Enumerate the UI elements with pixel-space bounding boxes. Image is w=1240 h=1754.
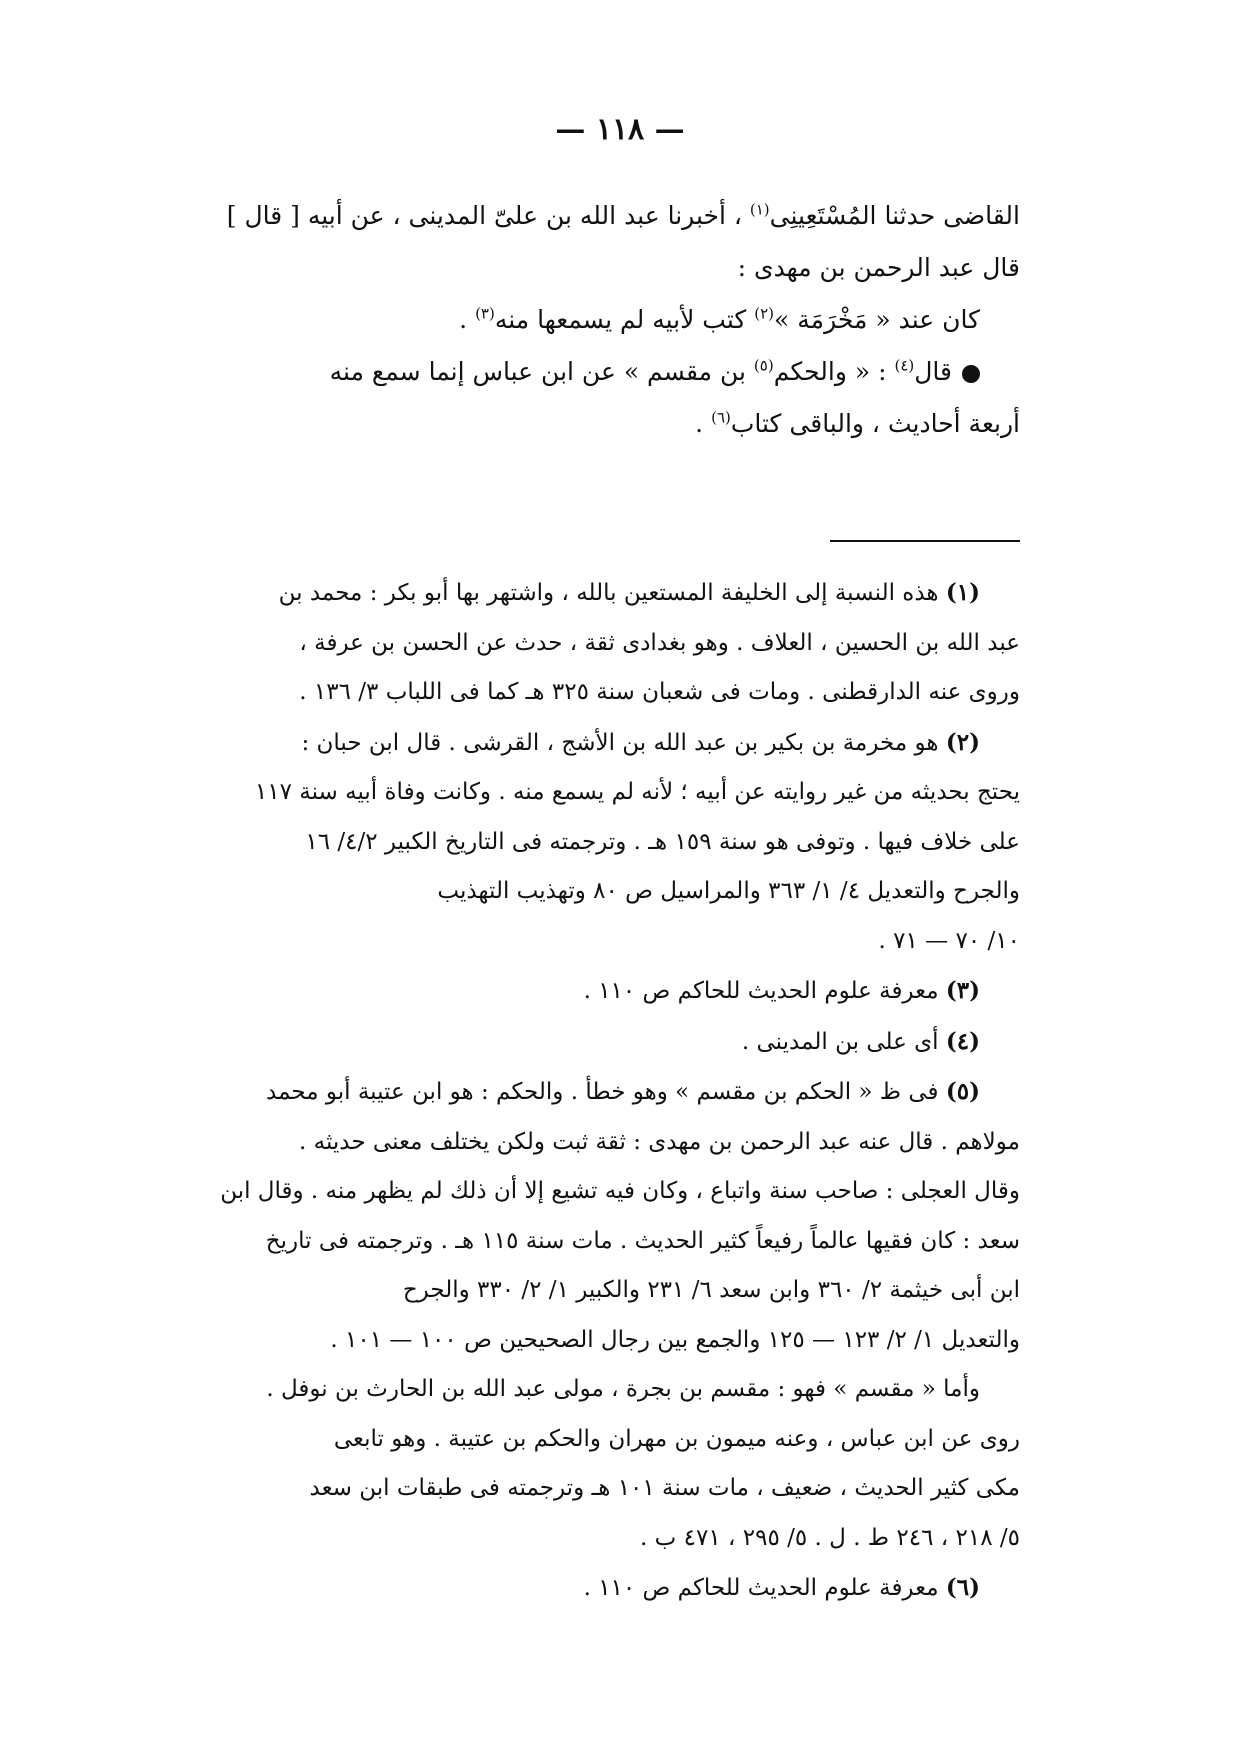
footnote-line: وروى عنه الدارقطنى . ومات فى شعبان سنة ٣٢٥ هـ كما فى اللباب ٣/ ١٣٦ . xyxy=(299,679,1020,705)
footnote-ref: (٦) xyxy=(711,408,731,427)
page-number: — ١١٨ — xyxy=(555,112,685,147)
footnote-divider xyxy=(830,540,1020,542)
footnote-line: وقال العجلى : صاحب سنة واتباع ، وكان فيه تشيع إلا أن ذلك لم يظهر منه . وقال ابن xyxy=(220,1178,1020,1204)
footnote-text: أى على بن المدينى . xyxy=(741,1028,946,1055)
footnote-ref: (١) xyxy=(749,200,770,219)
footnote-line: ابن أبى خيثمة ٢/ ٣٦٠ وابن سعد ٦/ ٢٣١ والكبير ١/ ٢/ ٣٣٠ والجرح xyxy=(402,1277,1020,1303)
footnote-ref: (٥) xyxy=(753,356,774,375)
footnote-line: ١٠/ ٧٠ — ٧١ . xyxy=(878,927,1020,954)
footnote-ref: (٢) xyxy=(754,304,775,323)
footnote-line: يحتج بحديثه من غير روايته عن أبيه ؛ لأنه لم يسمع منه . وكانت وفاة أبيه سنة ١١٧ xyxy=(254,779,1020,805)
main-line-3 xyxy=(160,294,1020,346)
footnote-number: (٢) xyxy=(945,728,980,756)
footnote-line: مولاهم . قال عنه عبد الرحمن بن مهدى : ثقة ثبت ولكن يختلف معنى حديثه . xyxy=(299,1128,1020,1155)
footnote-number: (٤) xyxy=(945,1027,980,1055)
main-line-4 xyxy=(160,346,1020,398)
main-line-2: قال عبد الرحمن بن مهدى : xyxy=(737,253,1020,282)
footnote-line: روى عن ابن عباس ، وعنه ميمون بن مهران والحكم بن عتيبة . وهو تابعى xyxy=(333,1425,1020,1452)
footnote-4 xyxy=(160,1017,1020,1068)
footnote-line: ٥/ ٢١٨ ، ٢٤٦ ط . ل . ٥/ ٢٩٥ ، ٤٧١ ب . xyxy=(640,1524,1020,1551)
main-line-3-c: . xyxy=(459,305,476,334)
main-line-1 xyxy=(160,190,1020,242)
footnote-line: وأما « مقسم » فهو : مقسم بن بجرة ، مولى عبد الله بن الحارث بن نوفل . xyxy=(266,1376,980,1402)
footnote-text: هذه النسبة إلى الخليفة المستعين بالله ، واشتهر بها أبو بكر : محمد بن xyxy=(278,580,946,606)
main-line-5 xyxy=(160,398,1020,450)
footnote-2 xyxy=(160,718,1020,769)
main-line-1-a: القاضى حدثنا المُسْتَعِينِى xyxy=(769,201,1020,230)
footnote-3 xyxy=(160,966,1020,1017)
bullet-icon xyxy=(962,365,980,383)
footnote-number: (٣) xyxy=(945,977,980,1004)
footnote-ref: (٣) xyxy=(475,304,495,323)
footnote-line: مكى كثير الحديث ، ضعيف ، مات سنة ١٠١ هـ وترجمته فى طبقات ابن سعد xyxy=(309,1475,1020,1501)
footnote-5 xyxy=(160,1067,1020,1118)
footnote-line: والتعديل ١/ ٢/ ١٢٣ — ١٢٥ والجمع بين رجال الصحيحين ص ١٠٠ — ١٠١ . xyxy=(330,1326,1020,1353)
main-line-3-a: كان عند « مَخْرَمَة » xyxy=(774,305,980,334)
main-line-4-c: بن مقسم » عن ابن عباس إنما سمع منه xyxy=(329,357,754,386)
footnote-text: فى ظ « الحكم بن مقسم » وهو خطأ . والحكم : هو ابن عتيبة أبو محمد xyxy=(266,1079,946,1105)
footnote-number: (٦) xyxy=(945,1574,980,1601)
main-line-4-a: قال xyxy=(914,357,952,386)
main-line-5-a: أربعة أحاديث ، والباقى كتاب xyxy=(730,409,1020,438)
main-line-5-b: . xyxy=(695,409,712,438)
footnotes xyxy=(160,568,1020,1614)
main-text xyxy=(160,190,1020,450)
main-line-3-b: كتب لأبيه لم يسمعها منه xyxy=(494,305,755,334)
footnote-number: (٥) xyxy=(945,1078,980,1105)
footnote-line: عبد الله بن الحسين ، العلاف . وهو بغدادى ثقة ، حدث عن الحسن بن عرفة ، xyxy=(299,629,1020,656)
footnote-text: هو مخرمة بن بكير بن عبد الله بن الأشج ، القرشى . قال ابن حبان : xyxy=(301,729,946,756)
footnote-line: والجرح والتعديل ٤/ ١/ ٣٦٣ والمراسيل ص ٨٠ وتهذيب التهذيب xyxy=(437,878,1020,904)
main-line-4-b: : « والحكم xyxy=(773,357,895,386)
footnote-line: على خلاف فيها . وتوفى هو سنة ١٥٩ هـ . وترجمته فى التاريخ الكبير ٤/٢/ ١٦ xyxy=(305,828,1020,855)
main-line-1-b: ، أخبرنا عبد الله بن علىّ المدينى ، عن أبيه [ قال ] xyxy=(226,201,750,230)
footnote-1 xyxy=(160,568,1020,619)
footnote-6 xyxy=(160,1563,1020,1614)
footnote-text: معرفة علوم الحديث للحاكم ص ١١٠ . xyxy=(583,1575,946,1601)
footnote-text: معرفة علوم الحديث للحاكم ص ١١٠ . xyxy=(583,978,946,1004)
footnote-ref: (٤) xyxy=(894,356,915,375)
footnote-number: (١) xyxy=(945,579,980,606)
footnote-line: سعد : كان فقيها عالماً رفيعاً كثير الحديث . مات سنة ١١٥ هـ . وترجمته فى تاريخ xyxy=(265,1227,1020,1254)
